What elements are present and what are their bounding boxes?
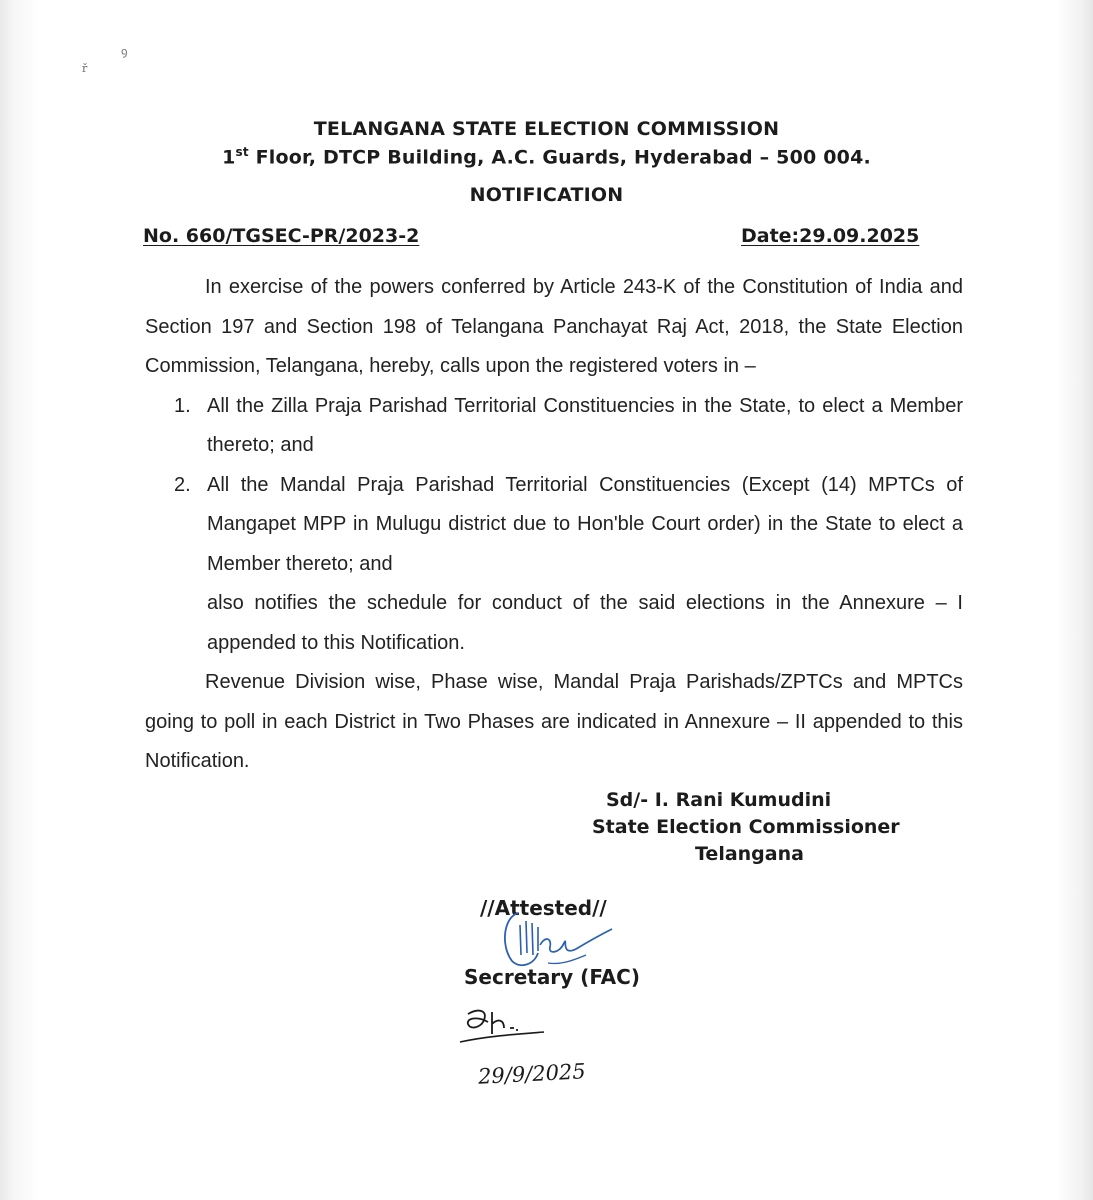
reference-date: Date:29.09.2025 <box>741 225 920 247</box>
reference-number: No. 660/TGSEC-PR/2023-2 <box>143 225 420 247</box>
signatory-name: Sd/- I. Rani Kumudini <box>606 789 832 811</box>
intro-paragraph: In exercise of the powers conferred by Article 243-K of the Constitution of India and Section 197 and Section 198 of Telangana Panchayat Raj Act, 2018, the State Election Commission, Telangana, hereby, calls upon the registered voters in – <box>145 276 963 377</box>
list-item <box>145 466 963 585</box>
annexure-paragraph: Revenue Division wise, Phase wise, Mandal Praja Parishads/ZPTCs and MPTCs going to poll in each District in Two Phases are indicated in Annexure – II appended to this Notification. <box>145 671 963 772</box>
notification-title: NOTIFICATION <box>469 184 624 206</box>
scan-mark-icon: ꝯ <box>121 45 128 58</box>
list-item-number: 2. <box>174 473 191 496</box>
scan-mark-icon: ř <box>82 62 88 75</box>
schedule-paragraph: also notifies the schedule for conduct of the said elections in the Annexure – I appended to this Notification. <box>207 592 963 654</box>
org-title: TELANGANA STATE ELECTION COMMISSION <box>313 118 780 140</box>
list-item-text: All the Zilla Praja Parishad Territorial Constituencies in the State, to elect a Member thereto; and <box>207 394 963 456</box>
attested-designation: Secretary (FAC) <box>464 965 640 989</box>
list-item-text: All the Mandal Praja Parishad Territorial Constituencies (Except (14) MPTCs of Mangapet MPP in Mulugu district due to Hon'ble Court order) in the State to elect a Member thereto; and <box>207 473 963 575</box>
attested-label: //Attested// <box>480 896 607 920</box>
list-item-number: 1. <box>174 394 191 417</box>
handwritten-date: 29/9/2025 <box>477 1059 587 1089</box>
org-address: 1st Floor, DTCP Building, A.C. Guards, Hyderabad – 500 004. <box>222 145 871 169</box>
notification-body <box>145 268 963 782</box>
signatory-state: Telangana <box>695 843 804 865</box>
list-item <box>145 387 963 466</box>
signatory-designation: State Election Commissioner <box>592 816 900 838</box>
